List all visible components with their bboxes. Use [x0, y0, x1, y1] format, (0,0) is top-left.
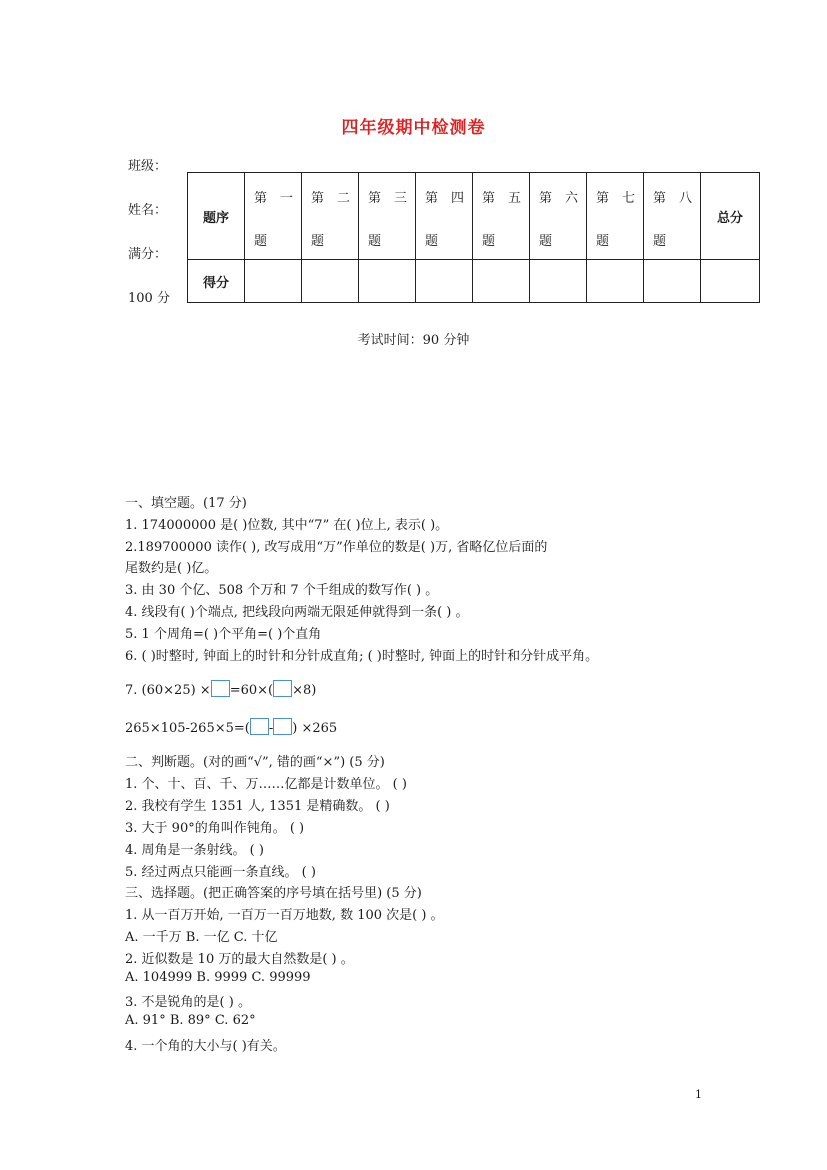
choice-3: 3. 不是锐角的是( ) 。 — [125, 995, 251, 1010]
score-cell[interactable] — [587, 260, 644, 303]
score-cell[interactable] — [644, 260, 701, 303]
table-row — [188, 260, 760, 303]
section-choice-heading: 三、选择题。(把正确答案的序号填在括号里) (5 分) — [125, 886, 422, 901]
question-2-header: 第 二 题 — [302, 173, 359, 260]
page-number: 1 — [695, 1088, 702, 1101]
question-5-header: 第 五 题 — [473, 173, 530, 260]
choice-1: 1. 从一百万开始, 一百万一百万地数, 数 100 次是( ) 。 — [125, 908, 444, 923]
class-label: 班级： — [128, 159, 168, 174]
choice-2-options: A. 104999 B. 9999 C. 99999 — [125, 970, 311, 985]
table-row — [188, 173, 760, 260]
question-4-header: 第 四 题 — [416, 173, 473, 260]
answer-box[interactable] — [273, 718, 292, 735]
answer-box[interactable] — [250, 718, 269, 735]
name-label: 姓名： — [128, 203, 168, 218]
choice-1-options: A. 一千万 B. 一亿 C. 十亿 — [125, 930, 278, 945]
question-1-3: 3. 由 30 个亿、508 个万和 7 个千组成的数写作( ) 。 — [125, 583, 439, 598]
question-1-7: 7. (60×25) × =60×( ×8) — [125, 680, 316, 698]
score-cell[interactable] — [359, 260, 416, 303]
score-table — [187, 172, 760, 303]
exam-time: 考试时间：90 分钟 — [357, 333, 470, 348]
question-1-4: 4. 线段有( )个端点, 把线段向两端无限延伸就得到一条( ) 。 — [125, 605, 469, 620]
question-order-header: 题序 — [188, 173, 245, 260]
answer-box[interactable] — [211, 680, 230, 697]
choice-2: 2. 近似数是 10 万的最大自然数是( ) 。 — [125, 952, 354, 967]
score-cell[interactable] — [302, 260, 359, 303]
judge-3: 3. 大于 90°的角叫作钝角。 ( ) — [125, 821, 305, 836]
question-1-7-second: 265×105-265×5=( - ) ×265 — [125, 718, 337, 736]
score-row-header: 得分 — [188, 260, 245, 303]
answer-box[interactable] — [273, 680, 292, 697]
full-score-value: 100 分 — [128, 291, 170, 306]
total-score-cell[interactable] — [701, 260, 760, 303]
choice-3-options: A. 91° B. 89° C. 62° — [125, 1013, 256, 1028]
section-judge-heading: 二、判断题。(对的画“√”, 错的画“×”) (5 分) — [125, 755, 385, 770]
question-1-header: 第 一 题 — [245, 173, 302, 260]
question-1-2: 2.189700000 读作( ), 改写成用“万”作单位的数是( )万, 省略亿位后面的 — [125, 540, 548, 555]
score-cell[interactable] — [416, 260, 473, 303]
score-cell[interactable] — [245, 260, 302, 303]
score-cell[interactable] — [530, 260, 587, 303]
choice-4: 4. 一个角的大小与( )有关。 — [125, 1039, 286, 1054]
question-1-6: 6. ( )时整时, 钟面上的时针和分针成直角; ( )时整时, 钟面上的时针和分针成平角。 — [125, 649, 599, 664]
judge-4: 4. 周角是一条射线。 ( ) — [125, 843, 264, 858]
question-3-header: 第 三 题 — [359, 173, 416, 260]
question-1-2-cont: 尾数约是( )亿。 — [125, 561, 218, 576]
page-title: 四年级期中检测卷 — [341, 118, 486, 138]
full-score-label: 满分： — [128, 247, 168, 262]
total-score-header: 总分 — [701, 173, 760, 260]
question-1-1: 1. 174000000 是( )位数, 其中“7” 在( )位上, 表示( )。 — [125, 518, 449, 533]
judge-5: 5. 经过两点只能画一条直线。 ( ) — [125, 865, 316, 880]
question-1-5: 5. 1 个周角=( )个平角=( )个直角 — [125, 627, 322, 642]
section-fill-blank-heading: 一、填空题。(17 分) — [125, 496, 247, 511]
question-7-header: 第 七 题 — [587, 173, 644, 260]
question-8-header: 第 八 题 — [644, 173, 701, 260]
judge-1: 1. 个、十、百、千、万……亿都是计数单位。 ( ) — [125, 777, 407, 792]
judge-2: 2. 我校有学生 1351 人, 1351 是精确数。 ( ) — [125, 799, 390, 814]
score-cell[interactable] — [473, 260, 530, 303]
question-6-header: 第 六 题 — [530, 173, 587, 260]
